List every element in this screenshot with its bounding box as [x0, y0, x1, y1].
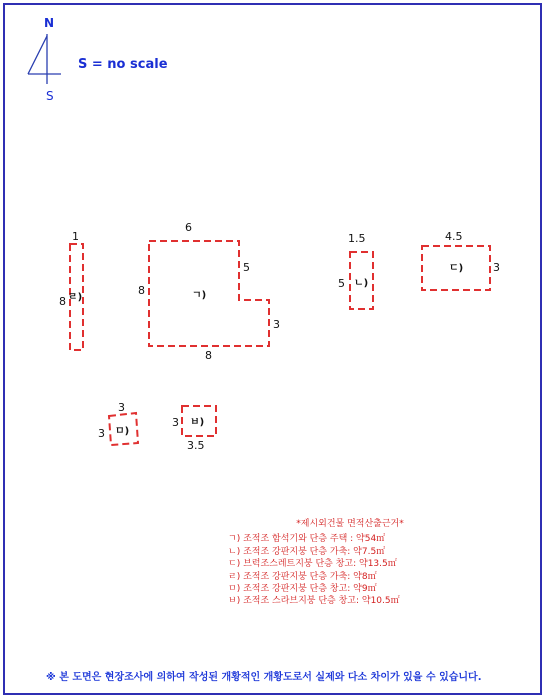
legend-item: ㄷ) 브럭조스레트지붕 단층 창고: 약13.5㎡	[228, 559, 397, 570]
compass-south-label: S	[46, 89, 54, 103]
building-ba-dim-bottom: 3.5	[187, 439, 205, 452]
scale-note: S = no scale	[78, 57, 168, 72]
building-ra-label: ㄹ)	[68, 292, 83, 303]
building-ba-dim-left: 3	[172, 416, 179, 429]
building-na-dim-left: 5	[338, 277, 345, 290]
building-ga-label: ㄱ)	[192, 290, 207, 301]
building-ra-dim-top: 1	[72, 230, 79, 243]
building-na-dim-top: 1.5	[348, 232, 366, 245]
building-ma-dim-top: 3	[118, 401, 125, 414]
building-ga-dim-left: 8	[138, 284, 145, 297]
building-ga-dim-right-lower: 3	[273, 318, 280, 331]
building-da-dim-top: 4.5	[445, 230, 463, 243]
building-na-label: ㄴ)	[354, 278, 369, 289]
area-legend	[228, 518, 448, 608]
footnote: ※ 본 도면은 현장조사에 의하여 작성된 개황적인 개황도로서 실제와 다소 차이가 있을 수 있습니다.	[46, 672, 482, 683]
north-arrow-icon	[28, 34, 61, 84]
legend-item: ㄴ) 조적조 강판지붕 단층 가축: 약7.5㎡	[228, 546, 386, 557]
legend-title: *제시외건물 면적산출근거*	[296, 519, 404, 529]
building-ga-dim-top: 6	[185, 221, 192, 234]
compass-north-label: N	[44, 16, 55, 30]
legend-item: ㅂ) 조적조 스라브지붕 단층 창고: 약10.5㎡	[228, 596, 400, 607]
legend-item: ㄹ) 조적조 강판지붕 단층 가축: 약8㎡	[228, 571, 377, 582]
legend-item: ㄱ) 조적조 함석기와 단층 주택 : 약54㎡	[228, 534, 386, 545]
building-ma-label: ㅁ)	[115, 426, 130, 437]
building-ga-dim-bottom: 8	[205, 349, 212, 362]
building-ba-label: ㅂ)	[190, 417, 205, 428]
building-ga-dim-right-upper: 5	[243, 261, 250, 274]
building-ma-dim-left: 3	[98, 427, 105, 440]
building-ga-outline	[149, 241, 269, 346]
building-ra-dim-left: 8	[59, 295, 66, 308]
building-da-dim-right: 3	[493, 261, 500, 274]
legend-item: ㅁ) 조적조 강판지붕 단층 창고: 약9㎡	[228, 584, 377, 595]
building-da-label: ㄷ)	[449, 263, 464, 274]
